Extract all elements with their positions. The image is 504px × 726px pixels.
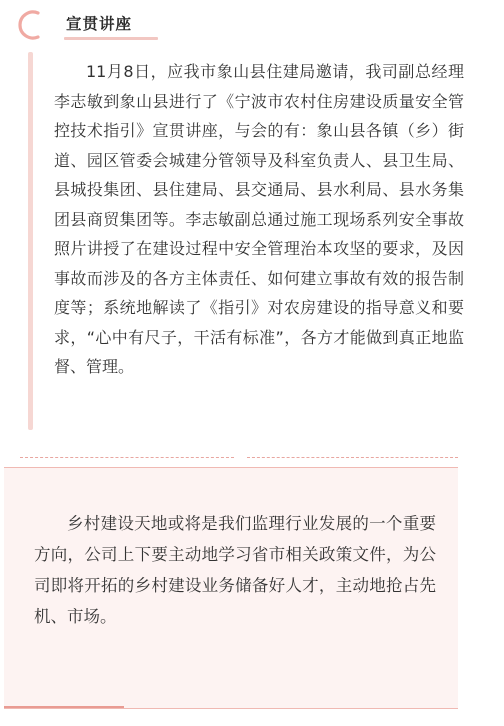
summary-box-edge bbox=[4, 706, 124, 708]
arc-ring-icon bbox=[14, 8, 48, 42]
report-paragraph: 11月8日，应我市象山县住建局邀请，我司副总经理李志敏到象山县进行了《宁波市农村住房建设质量安全管控技术指引》宣贯讲座，与会的有：象山县各镇（乡）街道、园区管委会城建分管领导及科室负责人、县卫生局、县城投集团、县住建局、县交通局、县水利局、县水务集团县商贸集团等。李志敏副总通过施工现场系列安全事故照片讲授了在建设过程中安全管理治本攻坚的要求，及因事故而涉及的各方主体责任、如何建立事故有效的报告制度等；系统地解读了《指引》对农房建设的指导意义和要求，“心中有尺子，干活有标准”，各方才能做到真正地监督、管理。 bbox=[54, 62, 464, 376]
section-title: 宣贯讲座 bbox=[66, 15, 133, 33]
summary-box bbox=[4, 467, 458, 709]
title-underline bbox=[64, 37, 158, 40]
divider-left-segment bbox=[20, 457, 234, 458]
divider-right-segment bbox=[247, 457, 458, 458]
report-section bbox=[28, 52, 468, 432]
section-header bbox=[14, 6, 214, 42]
summary-paragraph: 乡村建设天地或将是我们监理行业发展的一个重要方向，公司上下要主动地学习省市相关政策文件，为公司即将开拓的乡村建设业务储备好人才，主动地抢占先机、市场。 bbox=[34, 514, 436, 626]
quote-bar bbox=[28, 52, 33, 430]
